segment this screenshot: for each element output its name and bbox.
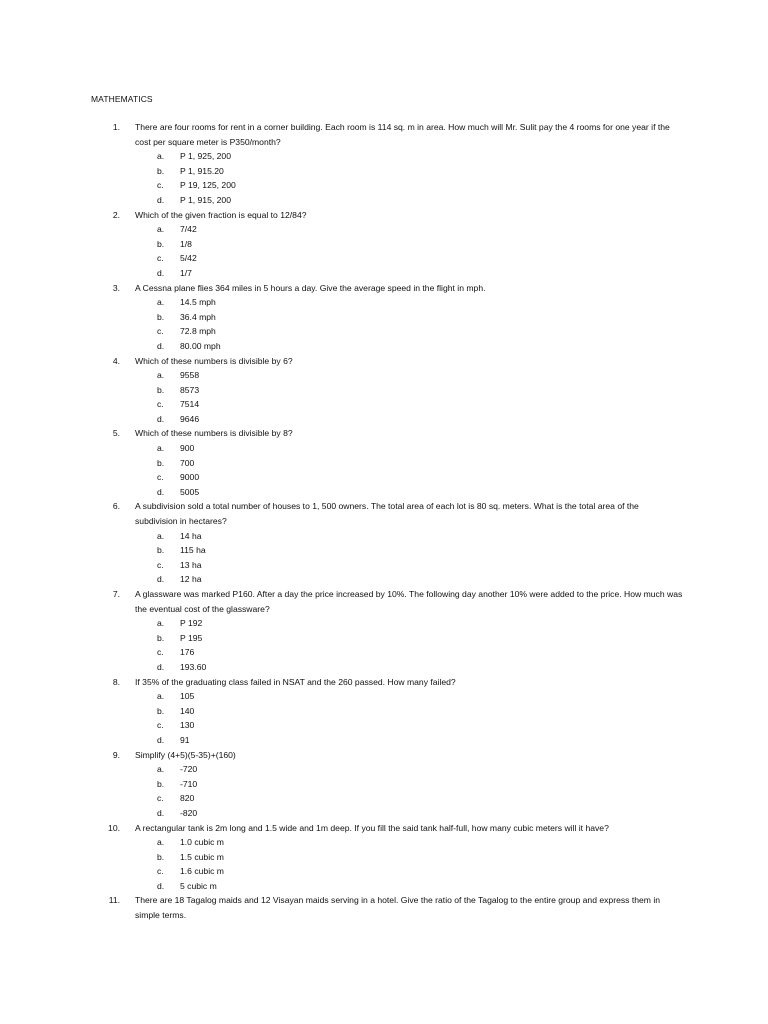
choice-letter: a. bbox=[157, 443, 165, 454]
choice-text: 700 bbox=[180, 457, 195, 468]
choice-letter: b. bbox=[157, 165, 165, 176]
choice-letter: a. bbox=[157, 530, 165, 541]
choice-text: 1/8 bbox=[180, 238, 192, 249]
choice-letter: a. bbox=[157, 224, 165, 235]
choice-letter: d. bbox=[157, 574, 165, 585]
question-text: A subdivision sold a total number of houses to 1, 500 owners. The total area of each lot is 80 sq. meters. What is the total area of the subdivision in hectares? bbox=[135, 501, 639, 527]
choice-item bbox=[0, 222, 768, 237]
question-number: 9. bbox=[112, 749, 120, 760]
choice-text: 36.4 mph bbox=[180, 311, 216, 322]
choice-item bbox=[0, 879, 768, 894]
choice-list bbox=[0, 149, 768, 207]
question-item bbox=[0, 120, 768, 208]
choice-letter: d. bbox=[157, 486, 165, 497]
choice-text: 5005 bbox=[180, 486, 200, 497]
choice-letter: d. bbox=[157, 880, 165, 891]
choice-letter: a. bbox=[157, 764, 165, 775]
choice-item bbox=[0, 178, 768, 193]
choice-letter: a. bbox=[157, 370, 165, 381]
choice-letter: a. bbox=[157, 691, 165, 702]
choice-text: 14.5 mph bbox=[180, 297, 216, 308]
choice-letter: d. bbox=[157, 807, 165, 818]
choice-item bbox=[0, 485, 768, 500]
choice-item bbox=[0, 266, 768, 281]
choice-letter: c. bbox=[157, 253, 164, 264]
choice-item bbox=[0, 572, 768, 587]
question-item bbox=[0, 821, 768, 894]
choice-item bbox=[0, 237, 768, 252]
choice-text: 1.6 cubic m bbox=[180, 866, 224, 877]
choice-text: -820 bbox=[180, 807, 198, 818]
choice-text: 1.0 cubic m bbox=[180, 837, 224, 848]
page-heading: MATHEMATICS bbox=[91, 94, 153, 104]
choice-letter: d. bbox=[157, 413, 165, 424]
question-number: 8. bbox=[112, 676, 120, 687]
question-number: 7. bbox=[112, 589, 120, 599]
choice-item bbox=[0, 412, 768, 427]
choice-text: 7514 bbox=[180, 399, 200, 410]
choice-item bbox=[0, 791, 768, 806]
choice-letter: c. bbox=[157, 472, 164, 483]
choice-item bbox=[0, 616, 768, 631]
choice-list bbox=[0, 616, 768, 674]
question-item bbox=[0, 587, 768, 675]
question-item bbox=[0, 675, 768, 748]
choice-item bbox=[0, 704, 768, 719]
choice-text: 130 bbox=[180, 720, 195, 731]
choice-text: 176 bbox=[180, 647, 195, 658]
choice-item bbox=[0, 251, 768, 266]
question-item bbox=[0, 426, 768, 499]
choice-text: 80.00 mph bbox=[180, 340, 221, 351]
choice-text: 14 ha bbox=[180, 530, 202, 541]
choice-list bbox=[0, 835, 768, 893]
choice-item bbox=[0, 806, 768, 821]
choice-list bbox=[0, 368, 768, 426]
choice-item bbox=[0, 324, 768, 339]
choice-item bbox=[0, 835, 768, 850]
choice-text: 7/42 bbox=[180, 224, 197, 235]
choice-item bbox=[0, 339, 768, 354]
question-number: 3. bbox=[112, 282, 120, 293]
choice-text: 1.5 cubic m bbox=[180, 851, 224, 862]
choice-letter: c. bbox=[157, 559, 164, 570]
choice-item bbox=[0, 441, 768, 456]
choice-item bbox=[0, 660, 768, 675]
question-item bbox=[0, 208, 768, 281]
choice-letter: d. bbox=[157, 267, 165, 278]
choice-list bbox=[0, 529, 768, 587]
question-text: Simplify (4+5)(5-35)+(160) bbox=[135, 749, 236, 760]
question-item bbox=[0, 893, 768, 922]
question-text: There are four rooms for rent in a corner building. Each room is 114 sq. m in area. How much will Mr. Sulit pay the 4 rooms for one year if the cost per square meter is P350/month? bbox=[135, 122, 670, 147]
choice-letter: a. bbox=[157, 618, 165, 629]
choice-letter: d. bbox=[157, 340, 165, 351]
choice-text: 5 cubic m bbox=[180, 880, 217, 891]
question-text: Which of these numbers is divisible by 6? bbox=[135, 355, 293, 366]
choice-item bbox=[0, 543, 768, 558]
choice-item bbox=[0, 310, 768, 325]
question-text: A rectangular tank is 2m long and 1.5 wide and 1m deep. If you fill the said tank half-full, how many cubic meters will it have? bbox=[135, 822, 609, 833]
choice-item bbox=[0, 470, 768, 485]
choice-list bbox=[0, 689, 768, 747]
choice-text: 900 bbox=[180, 443, 195, 454]
choice-text: 72.8 mph bbox=[180, 326, 216, 337]
choice-text: P 195 bbox=[180, 632, 203, 643]
question-number: 6. bbox=[112, 501, 120, 512]
choice-text: 140 bbox=[180, 705, 195, 716]
choice-letter: b. bbox=[157, 632, 165, 643]
choice-item bbox=[0, 777, 768, 792]
choice-letter: d. bbox=[157, 661, 165, 672]
choice-letter: b. bbox=[157, 311, 165, 322]
choice-item bbox=[0, 850, 768, 865]
question-number: 5. bbox=[112, 428, 120, 439]
choice-letter: d. bbox=[157, 194, 165, 205]
choice-item bbox=[0, 456, 768, 471]
choice-text: -720 bbox=[180, 764, 198, 775]
choice-item bbox=[0, 164, 768, 179]
choice-text: 193.60 bbox=[180, 661, 207, 672]
choice-text: 9646 bbox=[180, 413, 200, 424]
question-text: If 35% of the graduating class failed in NSAT and the 260 passed. How many failed? bbox=[135, 676, 456, 687]
choice-letter: d. bbox=[157, 734, 165, 745]
choice-letter: b. bbox=[157, 778, 165, 789]
choice-letter: c. bbox=[157, 866, 164, 877]
choice-letter: c. bbox=[157, 647, 164, 658]
choice-letter: c. bbox=[157, 720, 164, 731]
choice-letter: a. bbox=[157, 151, 165, 162]
question-list bbox=[0, 120, 768, 923]
choice-letter: c. bbox=[157, 793, 164, 804]
choice-text: P 192 bbox=[180, 618, 203, 629]
question-item bbox=[0, 354, 768, 427]
choice-text: 9558 bbox=[180, 370, 200, 381]
choice-list bbox=[0, 762, 768, 820]
choice-letter: b. bbox=[157, 705, 165, 716]
choice-letter: b. bbox=[157, 238, 165, 249]
choice-item bbox=[0, 864, 768, 879]
choice-item bbox=[0, 645, 768, 660]
choice-item bbox=[0, 762, 768, 777]
question-number: 2. bbox=[112, 209, 120, 220]
choice-item bbox=[0, 193, 768, 208]
choice-item bbox=[0, 397, 768, 412]
choice-text: 9000 bbox=[180, 472, 200, 483]
choice-list bbox=[0, 295, 768, 353]
choice-text: 115 ha bbox=[180, 545, 206, 556]
choice-item bbox=[0, 295, 768, 310]
choice-item bbox=[0, 558, 768, 573]
choice-text: P 19, 125, 200 bbox=[180, 180, 236, 191]
choice-item bbox=[0, 529, 768, 544]
choice-item bbox=[0, 718, 768, 733]
choice-item bbox=[0, 149, 768, 164]
choice-letter: a. bbox=[157, 837, 165, 848]
choice-letter: c. bbox=[157, 326, 164, 337]
choice-text: 8573 bbox=[180, 384, 200, 395]
question-item bbox=[0, 281, 768, 354]
choice-item bbox=[0, 631, 768, 646]
question-item bbox=[0, 748, 768, 821]
choice-letter: c. bbox=[157, 180, 164, 191]
choice-letter: c. bbox=[157, 399, 164, 410]
choice-letter: a. bbox=[157, 297, 165, 308]
question-number: 10. bbox=[108, 822, 120, 833]
choice-list bbox=[0, 222, 768, 280]
question-number: 11. bbox=[108, 895, 120, 906]
choice-list bbox=[0, 441, 768, 499]
question-item bbox=[0, 499, 768, 587]
question-text: Which of the given fraction is equal to 12/84? bbox=[135, 209, 307, 220]
choice-text: 12 ha bbox=[180, 574, 202, 585]
choice-letter: b. bbox=[157, 545, 165, 556]
choice-letter: b. bbox=[157, 384, 165, 395]
choice-text: -710 bbox=[180, 778, 198, 789]
choice-text: P 1, 925, 200 bbox=[180, 151, 231, 162]
choice-item bbox=[0, 383, 768, 398]
choice-text: P 1, 915, 200 bbox=[180, 194, 231, 205]
choice-text: 105 bbox=[180, 691, 195, 702]
question-text: There are 18 Tagalog maids and 12 Visayan maids serving in a hotel. Give the ratio of the Tagalog to the entire group and express them in simple terms. bbox=[135, 895, 661, 921]
choice-text: 5/42 bbox=[180, 253, 197, 264]
choice-letter: b. bbox=[157, 851, 165, 862]
choice-item bbox=[0, 368, 768, 383]
choice-text: P 1, 915.20 bbox=[180, 165, 224, 176]
choice-item bbox=[0, 689, 768, 704]
question-number: 1. bbox=[112, 122, 120, 132]
question-text: Which of these numbers is divisible by 8? bbox=[135, 428, 293, 439]
question-text: A glassware was marked P160. After a day the price increased by 10%. The following day another 10% were added to the price. How much was the eventual cost of the glassware? bbox=[135, 589, 683, 614]
choice-text: 1/7 bbox=[180, 267, 192, 278]
question-text: A Cessna plane flies 364 miles in 5 hours a day. Give the average speed in the flight in mph. bbox=[135, 282, 486, 293]
choice-text: 13 ha bbox=[180, 559, 202, 570]
choice-text: 91 bbox=[180, 734, 190, 745]
choice-text: 820 bbox=[180, 793, 195, 804]
choice-letter: b. bbox=[157, 457, 165, 468]
choice-item bbox=[0, 733, 768, 748]
question-number: 4. bbox=[112, 355, 120, 366]
